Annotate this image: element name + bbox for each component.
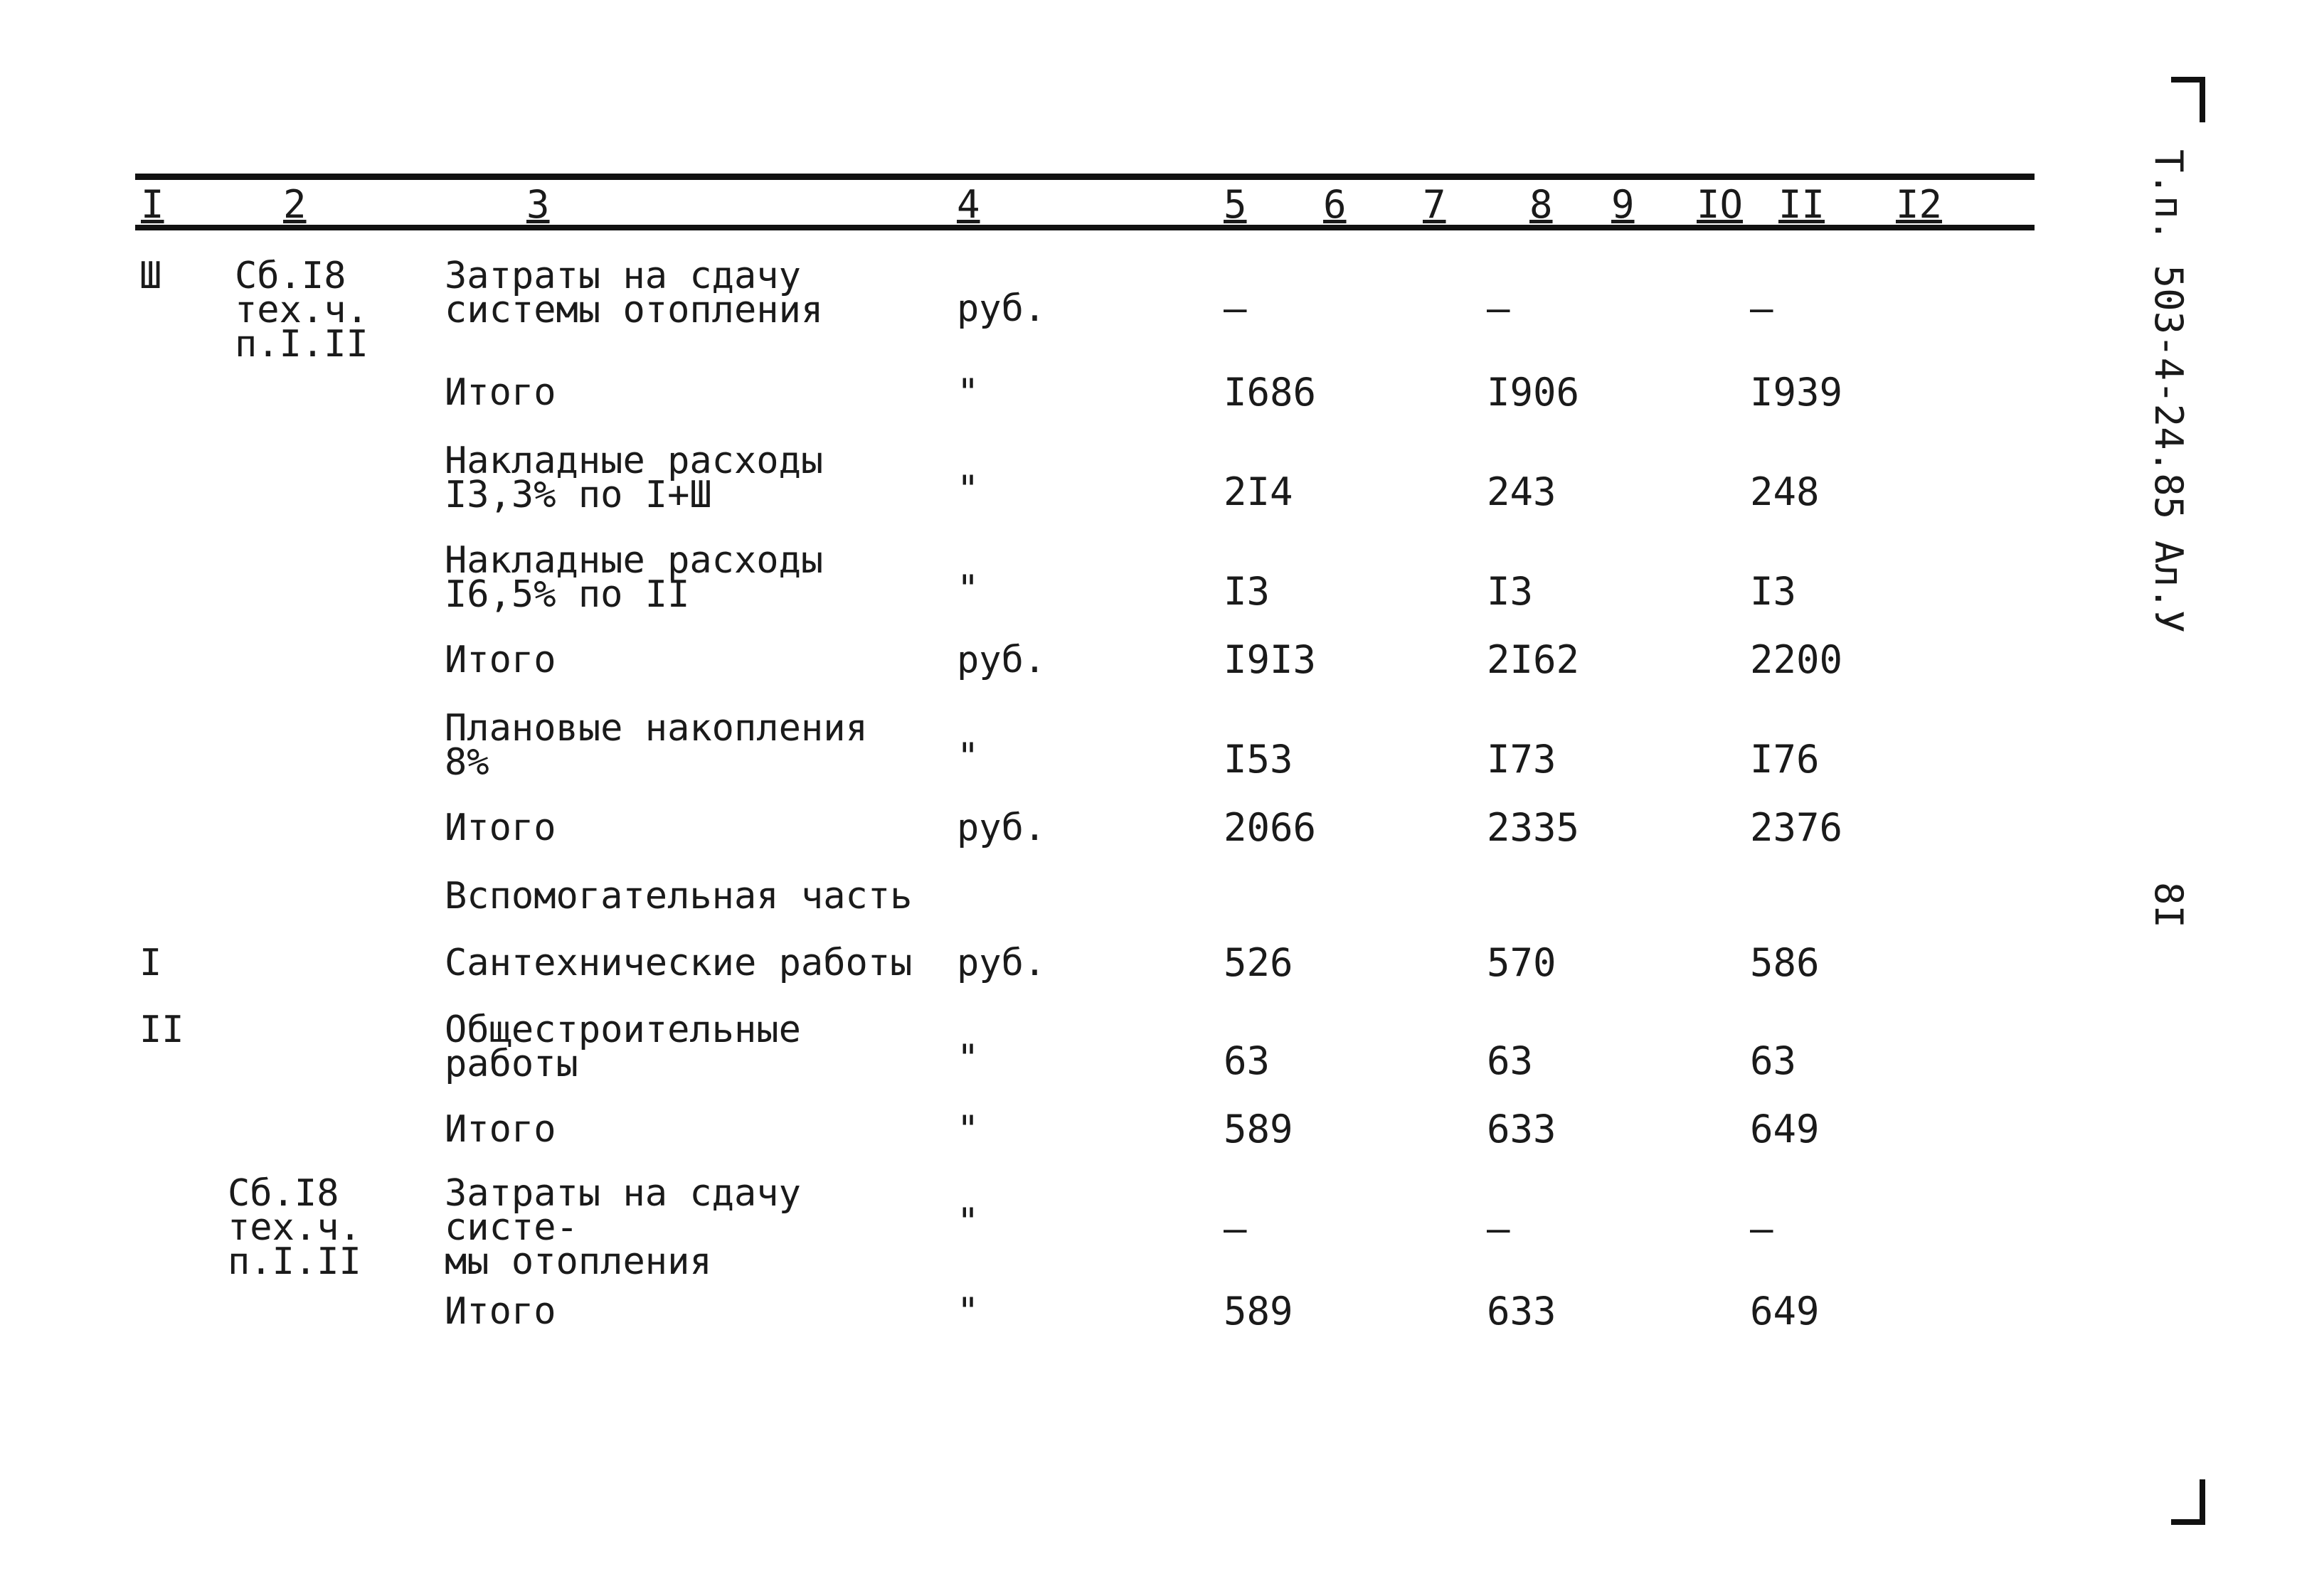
- row-section: Ш: [139, 255, 162, 297]
- column-number: II: [1778, 182, 1825, 227]
- row-value-col11: 586: [1750, 940, 1820, 985]
- row-section: I: [139, 942, 162, 984]
- row-description: Итого: [445, 807, 556, 849]
- row-value-col8: 570: [1487, 940, 1556, 985]
- row-value-col11: I3: [1750, 569, 1797, 614]
- row-value-col8: I906: [1487, 370, 1580, 415]
- row-value-col5: 2I4: [1224, 469, 1293, 514]
- row-description: Итого: [445, 1108, 556, 1151]
- table-row: [0, 1172, 2063, 1283]
- row-value-col11: 63: [1750, 1038, 1797, 1083]
- column-number: 6: [1323, 182, 1347, 227]
- row-value-col5: 63: [1224, 1038, 1271, 1083]
- row-unit: руб.: [957, 807, 1046, 849]
- column-number: I2: [1896, 182, 1943, 227]
- row-reference: Сб.I8 тех.ч. п.I.II: [228, 1172, 361, 1283]
- table-top-rule: [135, 174, 2035, 180]
- row-unit: ": [957, 1108, 980, 1151]
- row-value-col5: 589: [1224, 1107, 1293, 1151]
- row-value-col5: 526: [1224, 940, 1293, 985]
- row-value-col8: 63: [1487, 1038, 1534, 1083]
- row-unit: руб.: [957, 942, 1046, 984]
- column-number: I: [141, 182, 164, 227]
- column-number: 2: [283, 182, 307, 227]
- table-row: [0, 539, 2063, 643]
- row-value-col11: I76: [1750, 737, 1820, 782]
- row-description: Накладные расходы I6,5% по II: [445, 539, 824, 616]
- row-value-col11: 649: [1750, 1107, 1820, 1151]
- table-row: [0, 440, 2063, 543]
- row-unit: ": [957, 1290, 980, 1333]
- row-description: Общестроительные работы: [445, 1009, 801, 1085]
- column-number: 8: [1529, 182, 1553, 227]
- row-value-col5: I3: [1224, 569, 1271, 614]
- row-section: II: [139, 1009, 184, 1051]
- row-unit: ": [957, 468, 980, 511]
- row-unit: ": [957, 1037, 980, 1080]
- corner-mark-top: [2171, 77, 2205, 122]
- column-number: 7: [1423, 182, 1446, 227]
- row-description: Затраты на сдачу систе- мы отопления: [445, 1172, 801, 1283]
- row-value-col11: 2376: [1750, 805, 1843, 850]
- row-description: Вспомогательная часть: [445, 875, 913, 917]
- row-value-col8: 633: [1487, 1107, 1556, 1151]
- row-value-col8: 2I62: [1487, 637, 1580, 682]
- row-value-col8: –: [1487, 286, 1510, 331]
- column-number: 5: [1224, 182, 1247, 227]
- row-value-col8: 243: [1487, 469, 1556, 514]
- row-value-col8: I3: [1487, 569, 1534, 614]
- row-unit: ": [957, 568, 980, 610]
- table-row: [0, 255, 2063, 366]
- page-number: 8I: [2146, 882, 2191, 929]
- row-value-col8: 2335: [1487, 805, 1580, 850]
- table-row: [0, 1009, 2063, 1112]
- row-value-col8: I73: [1487, 737, 1556, 782]
- row-value-col11: –: [1750, 286, 1773, 331]
- row-description: Сантехнические работы: [445, 942, 913, 984]
- row-value-col11: I939: [1750, 370, 1843, 415]
- column-number: 9: [1611, 182, 1635, 227]
- row-value-col11: 649: [1750, 1289, 1820, 1334]
- row-unit: руб.: [957, 287, 1046, 330]
- table-header-rule: [135, 225, 2035, 230]
- row-value-col8: –: [1487, 1206, 1510, 1251]
- row-unit: ": [957, 1201, 980, 1243]
- corner-mark-bottom: [2171, 1479, 2205, 1525]
- row-description: Итого: [445, 639, 556, 681]
- row-value-col8: 633: [1487, 1289, 1556, 1334]
- album-label: Ал.У: [2146, 541, 2191, 634]
- document-code: Т.п. 503-4-24.85: [2146, 149, 2191, 520]
- column-number: 4: [957, 182, 980, 227]
- row-value-col5: 589: [1224, 1289, 1293, 1334]
- row-value-col5: 2066: [1224, 805, 1317, 850]
- column-number: IO: [1697, 182, 1744, 227]
- table-row: [0, 707, 2063, 811]
- row-value-col11: 248: [1750, 469, 1820, 514]
- row-unit: ": [957, 371, 980, 414]
- table-row: [0, 1289, 2063, 1394]
- row-value-col5: I9I3: [1224, 637, 1317, 682]
- row-description: Итого: [445, 371, 556, 414]
- row-value-col5: –: [1224, 1206, 1247, 1251]
- row-value-col5: I686: [1224, 370, 1317, 415]
- row-unit: ": [957, 735, 980, 778]
- row-reference: Сб.I8 тех.ч. п.I.II: [235, 255, 368, 366]
- row-value-col5: I53: [1224, 737, 1293, 782]
- row-value-col11: 2200: [1750, 637, 1843, 682]
- row-value-col5: –: [1224, 286, 1247, 331]
- row-value-col11: –: [1750, 1206, 1773, 1251]
- column-number: 3: [526, 182, 550, 227]
- row-description: Накладные расходы I3,3% по I+Ш: [445, 440, 824, 516]
- row-unit: руб.: [957, 639, 1046, 681]
- row-description: Итого: [445, 1290, 556, 1333]
- row-description: Плановые накопления 8%: [445, 707, 868, 784]
- row-description: Затраты на сдачу системы отопления: [445, 255, 824, 331]
